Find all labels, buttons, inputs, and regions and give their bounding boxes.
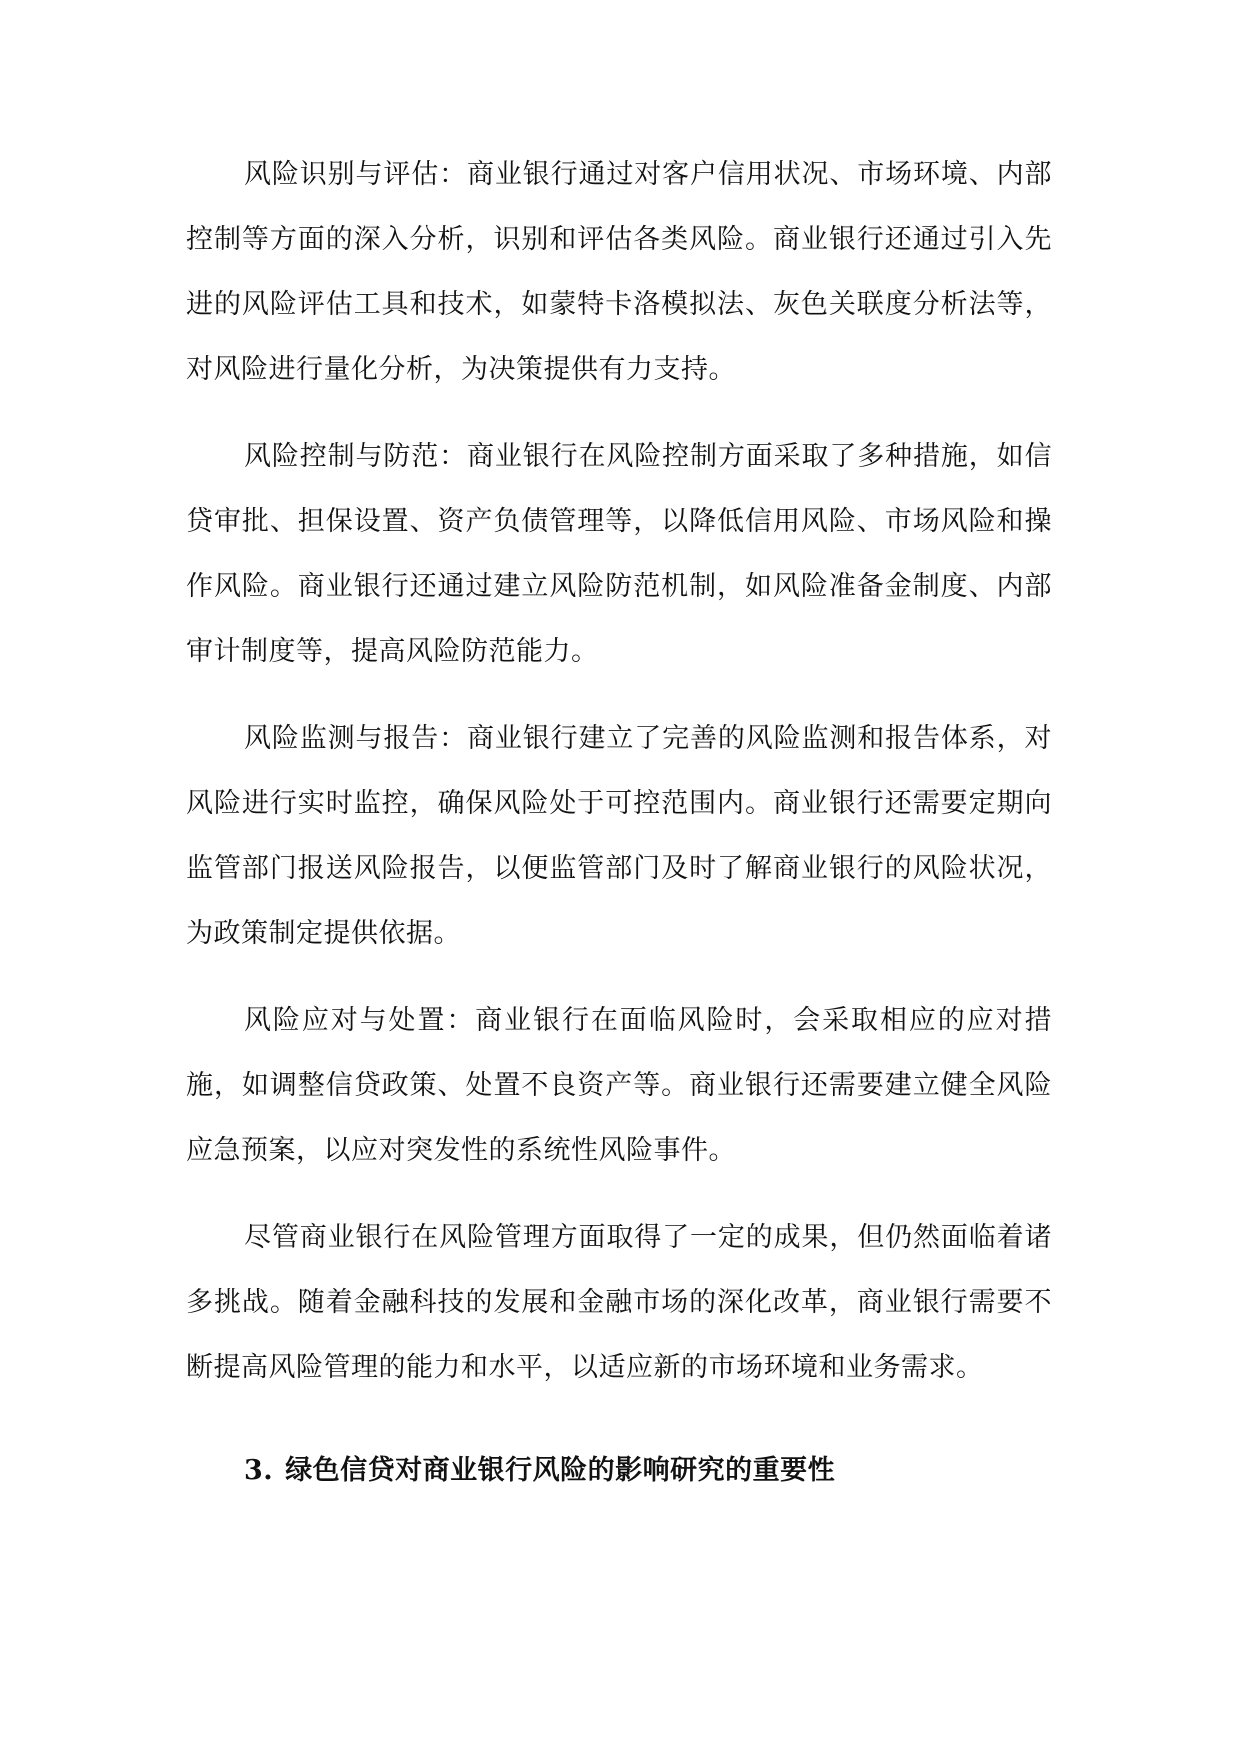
section-title: 绿色信贷对商业银行风险的影响研究的重要性 — [285, 1455, 836, 1486]
section-number: 3. — [244, 1455, 274, 1486]
paragraph-risk-identification: 风险识别与评估：商业银行通过对客户信用状况、市场环境、内部控制等方面的深入分析，识别和评估各类风险。商业银行还通过引入先进的风险评估工具和技术，如蒙特卡洛模拟法、灰色关联度分析法等，对风险进行量化分析，为决策提供有力支持。 — [186, 159, 1052, 385]
paragraph-risk-response: 风险应对与处置：商业银行在面临风险时，会采取相应的应对措施，如调整信贷政策、处置不良资产等。商业银行还需要建立健全风险应急预案，以应对突发性的系统性风险事件。 — [186, 1005, 1052, 1166]
paragraph-risk-control: 风险控制与防范：商业银行在风险控制方面采取了多种措施，如信贷审批、担保设置、资产负债管理等，以降低信用风险、市场风险和操作风险。商业银行还通过建立风险防范机制，如风险准备金制度、内部审计制度等，提高风险防范能力。 — [186, 441, 1052, 667]
paragraph-challenges: 尽管商业银行在风险管理方面取得了一定的成果，但仍然面临着诸多挑战。随着金融科技的发展和金融市场的深化改革，商业银行需要不断提高风险管理的能力和水平，以适应新的市场环境和业务需求。 — [186, 1222, 1052, 1383]
paragraph-risk-monitoring: 风险监测与报告：商业银行建立了完善的风险监测和报告体系，对风险进行实时监控，确保风险处于可控范围内。商业银行还需要定期向监管部门报送风险报告，以便监管部门及时了解商业银行的风险状况，为政策制定提供依据。 — [186, 723, 1052, 949]
page-body — [186, 142, 1052, 1503]
section-heading — [186, 1438, 1052, 1503]
